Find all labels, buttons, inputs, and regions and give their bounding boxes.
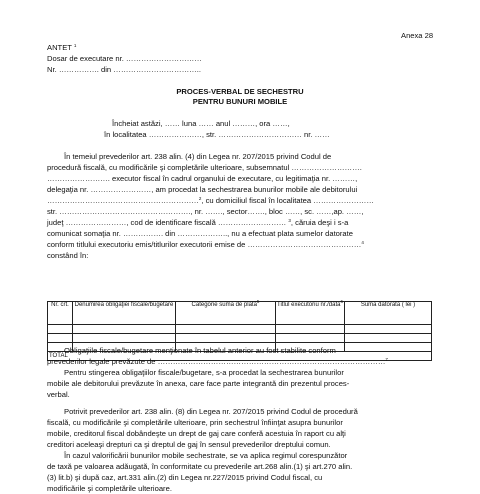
title-line-1: PROCES-VERBAL DE SECHESTRU: [176, 87, 304, 96]
p1-line-7b: , căruia deşi i s-a: [290, 218, 349, 227]
p1-line-7a: judeţ ……………………, cod de identificare fiscală ………………………: [47, 218, 287, 227]
footnote-ref: 1: [73, 43, 77, 48]
p5-line-2: de taxă pe valoarea adăugată, în conformitate cu prevederile art.268 alin.(1) şi art.270 alin.: [47, 462, 353, 471]
header-titlul: Titlul executoriu nr./data$^6$: [276, 302, 345, 325]
p1-line-10: constând în:: [47, 251, 89, 260]
p2-line-1: Obligaţiile fiscale/bugetare menţionate în tabelul anterior au fost stabilite conform: [64, 346, 336, 355]
p1-line-8: comunicat somaţia nr. ……………. din ……………….., nu a efectuat plata sumelor datorate: [47, 229, 353, 238]
header-categorie: Categorie suma de plată$^5$: [176, 302, 276, 325]
table-row: [48, 334, 432, 343]
p5-line-4: modificările şi completările ulterioare.: [47, 484, 172, 493]
annex-label: Anexa 28: [401, 31, 434, 40]
footnote-ref: 4: [361, 240, 364, 245]
header-denumire: Denumirea obligaţiei fiscale/bugetare: [73, 302, 176, 325]
table-header-row: [48, 302, 432, 325]
p1-line-2: procedură fiscală, cu modificările şi completările ulterioare, subsemnatul ……………………….: [47, 163, 362, 172]
footnote-ref: 2: [198, 196, 202, 201]
nr-din-line: Nr. ……………. din ……………………………..: [47, 65, 201, 74]
p3-line-2: mobile ale debitorului prevăzute în anexa, care face parte integrantă din prezentul proces-: [47, 379, 350, 388]
p1-line-5a: ……………………………………………………: [47, 196, 199, 205]
p1-line-9: [47, 240, 364, 250]
p2-line-2a: prevederilor legale prevăzute de ………………………………………………………………………………: [47, 357, 386, 366]
footnote-ref: 7: [385, 357, 388, 362]
antet-label: ANTET: [47, 43, 72, 52]
footnote-ref: 6: [340, 299, 343, 304]
table-row: [48, 325, 432, 334]
footnote-ref: 5: [256, 299, 260, 304]
p3-line-3: verbal.: [47, 390, 70, 399]
p1-line-3: ……………………. executor fiscal în cadrul organului de executare, cu legitimaţia nr. ………,: [47, 174, 358, 183]
p1-line-5: [47, 196, 374, 206]
p4-line-3: mobile, creditorul fiscal dobândeşte un drept de gaj care conferă acestuia în raport cu alţi: [47, 429, 346, 438]
intro-line-1: Încheiat astăzi, …… luna …… anul ………, ora ……,: [112, 119, 290, 128]
p5-line-3: (3) lit.b) şi după caz, art.331 alin.(2) din Legea nr.227/2015 privind Codul fiscal, cu: [47, 473, 323, 482]
footnote-ref: 3: [288, 218, 291, 223]
p1-line-9a: conform titlului executoriu emis/titlurilor executorii emise de ………………………………………: [47, 240, 362, 249]
p4-line-4: creditori aceleaşi drepturi ca şi dreptul de gaj în sensul prevederilor dreptului comun.: [47, 440, 331, 449]
dosar-line: Dosar de executare nr. …………………………: [47, 54, 202, 63]
p3-line-1: Pentru stingerea obligaţiilor fiscale/bugetare, s-a procedat la sechestrarea bunurilor: [64, 368, 344, 377]
intro-line-2: în localitatea …………………, str. …………………………… nr. ……: [104, 130, 330, 139]
total-label: TOTAL: [48, 352, 432, 361]
p1-line-7: [47, 218, 348, 228]
p1-line-1: În temeiul prevederilor art. 238 alin. (4) din Legea nr. 207/2015 privind Codul de: [64, 152, 332, 161]
p4-line-2: fiscală, cu modificările şi completările ulterioare, prin sechestrul înfiinţat asupra bunurilor: [47, 418, 343, 427]
antet-line: [47, 43, 76, 53]
header-suma: Suma datorată ( lei ): [345, 302, 432, 325]
p1-line-6: str. ……………………………………………., nr. ……., sector……., bloc ……, sc. ……,ap. ……,: [47, 207, 364, 216]
header-nr-crt: Nr. crt.: [48, 302, 73, 325]
p1-line-5b: , cu domiciliul fiscal în localitatea ……………………: [201, 196, 374, 205]
p4-line-1: Potrivit prevederilor art. 238 alin. (8) din Legea nr. 207/2015 privind Codul de procedură: [64, 407, 358, 416]
title-line-2: PENTRU BUNURI MOBILE: [192, 97, 288, 106]
p2-line-2: [47, 357, 388, 367]
p1-line-4: delegaţia nr. ……………………, am procedat la sechestrarea bunurilor mobile ale debitorului: [47, 185, 358, 194]
p5-line-1: În cazul valorificării bunurilor mobile sechestrate, se va aplica regimul corespunzător: [64, 451, 348, 460]
